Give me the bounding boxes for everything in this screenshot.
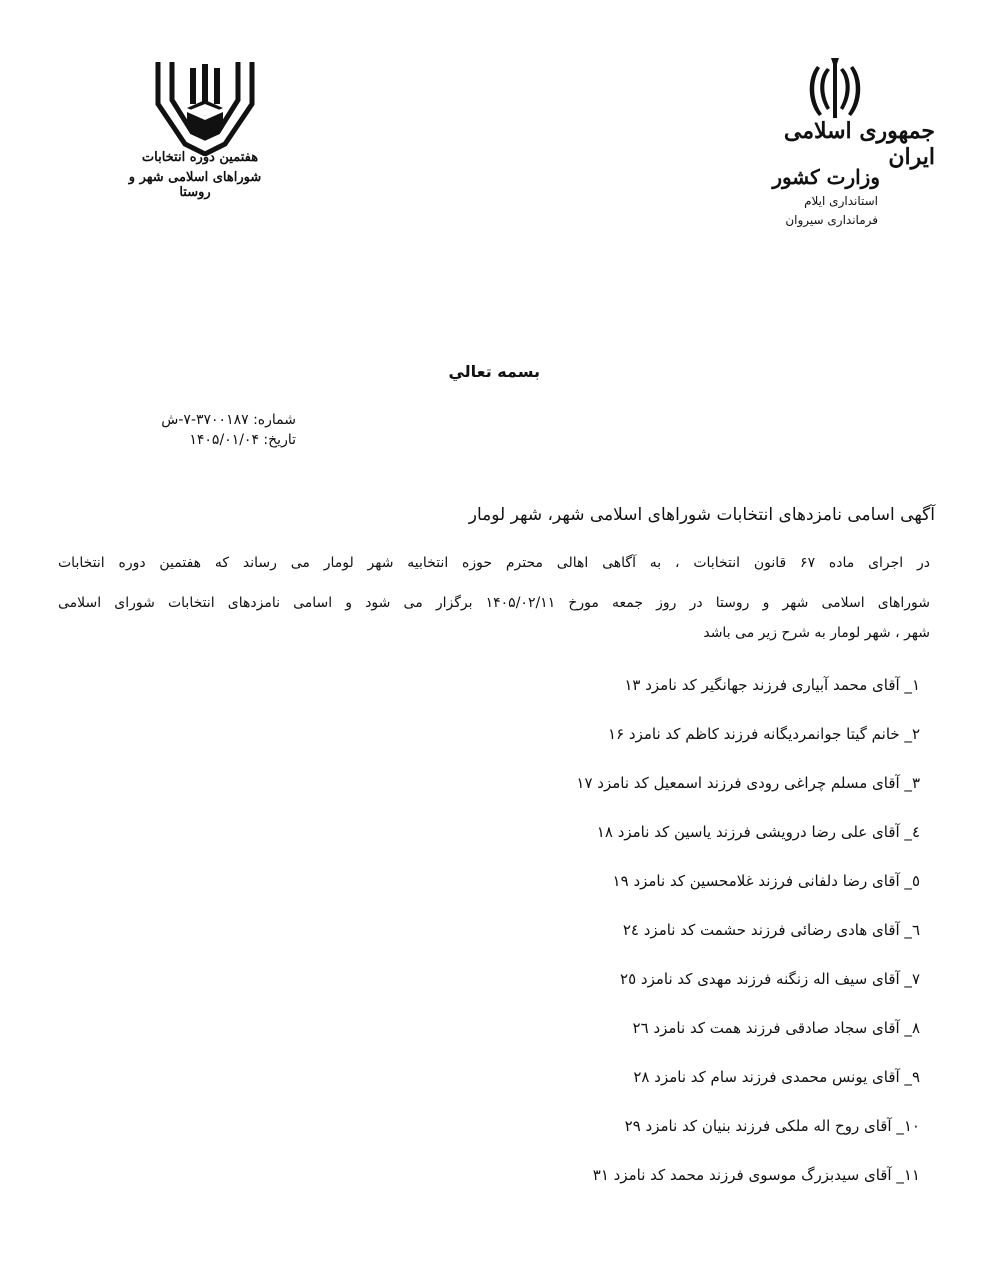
candidate-item: ۸_ آقای سجاد صادقی فرزند همت کد نامزد ۲٦ (632, 1019, 920, 1037)
iri-emblem-icon (805, 58, 865, 123)
iri-emblem (805, 58, 865, 123)
paragraph-line: در اجرای ماده ۶۷ قانون انتخابات ، به آگاهی اهالی محترم حوزه انتخابیه شهر لومار می رساند که هفتمین دوره انتخابات (58, 555, 931, 571)
paragraph-line: شوراهای اسلامی شهر و روستا در روز جمعه مورخ ۱۴۰۵/۰۲/۱۱ برگزار می شود و اسامی نامزدهای انتخابات شورای اسلامی (58, 595, 930, 611)
emblem-caption-councils: شوراهای اسلامی شهر و روستا (128, 170, 262, 200)
candidate-item: ۹_ آقای یونس محمدی فرزند سام کد نامزد ۲۸ (633, 1068, 920, 1086)
candidate-item: ۱_ آقای محمد آبیاری فرزند جهانگیر کد نامزد ۱۳ (624, 676, 920, 694)
candidate-item: ٤_ آقای علی رضا درویشی فرزند یاسین کد نامزد ۱۸ (596, 823, 920, 841)
candidate-item: ۲_ خانم گیتا جوانمردیگانه فرزند کاظم کد نامزد ۱۶ (608, 725, 920, 743)
issuer-governorate: استانداری ایلام (804, 194, 878, 208)
candidates-list (420, 676, 920, 1215)
candidate-item: ۱۱_ آقای سیدبزرگ موسوی فرزند محمد کد نامزد ۳۱ (592, 1166, 920, 1184)
ballot-box-icon (150, 56, 260, 156)
emblem-caption-edition: هفتمین دوره انتخابات (141, 150, 259, 165)
announcement-title: آگهی اسامی نامزدهای انتخابات شوراهای اسلامی شهر، شهر لومار (468, 505, 935, 525)
candidate-item: ٥_ آقای رضا دلفانی فرزند غلامحسین کد نامزد ۱۹ (612, 872, 920, 890)
letter-date: تاریخ: ۱۴۰۵/۰۱/۰۴ (189, 432, 296, 448)
letter-number: شماره: ۳۷۰۰۱۸۷-۷-ش (161, 412, 296, 428)
issuer-ministry: وزارت کشور (772, 165, 880, 189)
candidate-item: ۷_ آقای سیف اله زنگنه فرزند مهدی کد نامزد ۲٥ (620, 970, 920, 988)
candidate-item: ۳_ آقای مسلم چراغی رودی فرزند اسمعیل کد نامزد ۱۷ (576, 774, 920, 792)
candidate-item: ۱۰_ آقای روح اله ملکی فرزند بنیان کد نامزد ۲۹ (624, 1117, 920, 1135)
candidate-item: ٦_ آقای هادی رضائی فرزند حشمت کد نامزد ۲٤ (622, 921, 920, 939)
issuer-county-office: فرمانداری سیروان (785, 213, 878, 227)
paragraph-line: شهر ، شهر لومار به شرح زیر می باشد (703, 625, 930, 641)
basmala-heading: بسمه تعالي (448, 362, 540, 381)
issuer-country: جمهوری اسلامی ایران (783, 118, 935, 170)
